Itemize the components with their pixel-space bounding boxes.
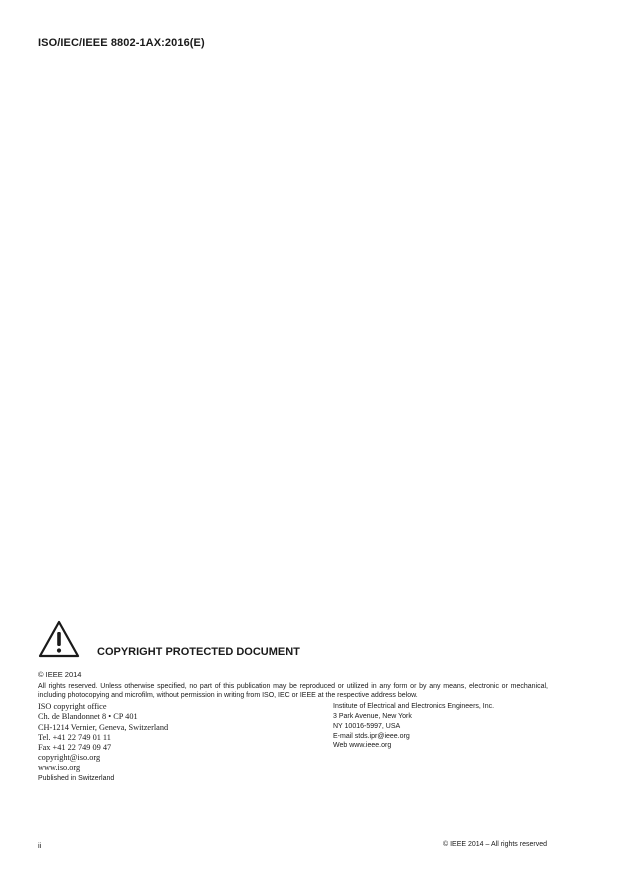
notice-title: COPYRIGHT PROTECTED DOCUMENT xyxy=(97,646,300,658)
iso-city: CH-1214 Vernier, Geneva, Switzerland xyxy=(38,722,169,732)
copyright-notice xyxy=(38,620,548,782)
copyright-line: © IEEE 2014 xyxy=(38,670,82,679)
ieee-address-block xyxy=(333,702,494,751)
iso-office-name: ISO copyright office xyxy=(38,702,107,712)
iso-website: www.iso.org xyxy=(38,763,81,773)
ieee-street: 3 Park Avenue, New York xyxy=(333,712,412,720)
ieee-city: NY 10016-5997, USA xyxy=(333,722,401,730)
iso-telephone: Tel. +41 22 749 01 11 xyxy=(38,732,111,742)
iso-address-block xyxy=(38,702,168,782)
warning-triangle-icon xyxy=(38,620,80,658)
ieee-website: Web www.ieee.org xyxy=(333,742,392,750)
iso-fax: Fax +41 22 749 09 47 xyxy=(38,743,112,752)
iso-street: Ch. de Blandonnet 8 • CP 401 xyxy=(38,712,138,722)
published-location: Published in Switzerland xyxy=(38,774,115,782)
ieee-email: E-mail stds.ipr@ieee.org xyxy=(333,732,410,740)
footer-copyright: © IEEE 2014 – All rights reserved xyxy=(443,841,547,848)
page-number: ii xyxy=(38,841,42,850)
notice-heading-row xyxy=(38,620,548,662)
document-id-header: ISO/IEC/IEEE 8802-1AX:2016(E) xyxy=(38,37,205,49)
iso-email: copyright@iso.org xyxy=(38,753,101,763)
rights-statement: All rights reserved. Unless otherwise specified, no part of this publication may be reproduced or utilized in any form or by any means, electronic or mechanical, including photocopying and microfilm, without permission in writing from ISO, IEC or IEEE at the respective address below. xyxy=(38,683,548,699)
ieee-org-name: Institute of Electrical and Electronics Engineers, Inc. xyxy=(333,703,495,711)
